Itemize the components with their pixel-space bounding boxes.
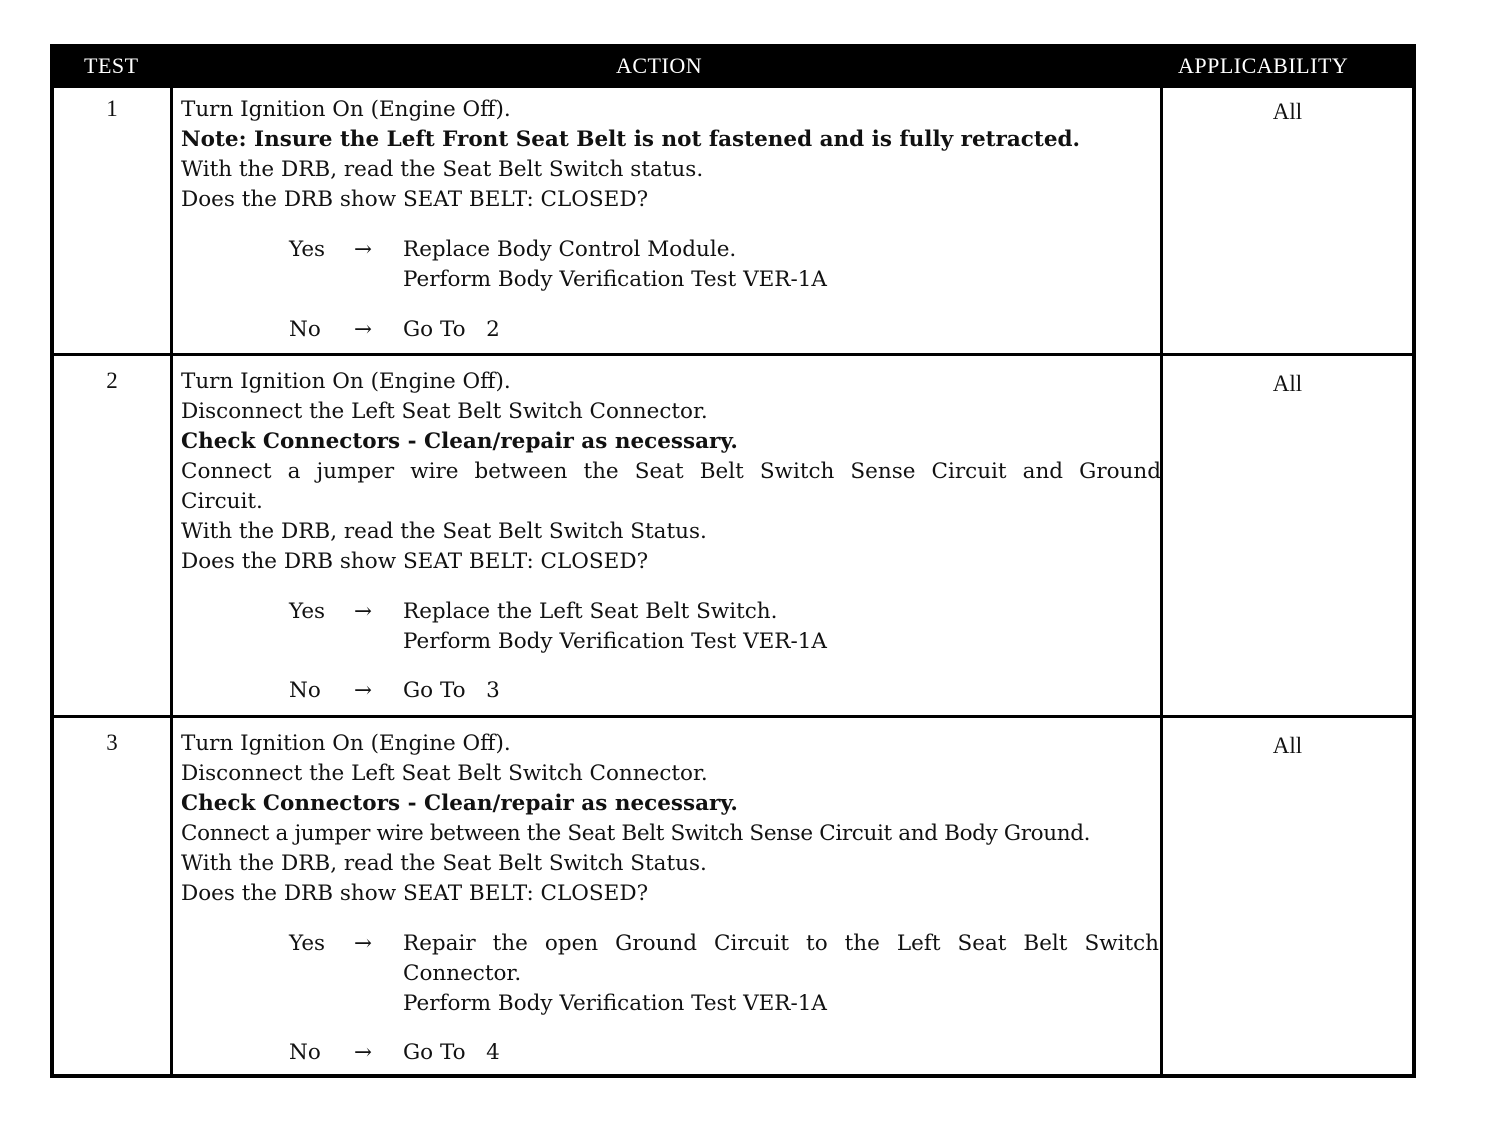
goto-result: Go To 2	[403, 317, 500, 342]
action-steps-3	[181, 729, 1161, 1065]
arrow-right-icon: →	[354, 1040, 373, 1065]
yes-outcome-3	[289, 929, 1159, 1016]
applicability-2: All	[1272, 371, 1303, 396]
step-line: With the DRB, read the Seat Belt Switch status.	[181, 157, 704, 182]
goto-result: Go To 4	[403, 1040, 500, 1065]
yes-label: Yes	[289, 931, 326, 956]
yes-outcome-1	[289, 235, 1159, 292]
yes-result	[403, 235, 1159, 295]
step-line: Connect a jumper wire between the Seat Belt Switch Sense Circuit and Ground	[181, 459, 1161, 484]
question-line: Does the DRB show SEAT BELT: CLOSED?	[181, 549, 649, 574]
diagnostic-test-table	[50, 44, 1416, 1078]
column-divider-test-action	[170, 88, 173, 1074]
header-applicability: APPLICABILITY	[1178, 53, 1349, 78]
step-line: With the DRB, read the Seat Belt Switch Status.	[181, 851, 707, 876]
question-line: Does the DRB show SEAT BELT: CLOSED?	[181, 187, 649, 212]
applicability-1: All	[1272, 99, 1303, 124]
arrow-right-icon: →	[354, 237, 373, 262]
row-divider-1-2	[54, 353, 1412, 356]
header-test: TEST	[84, 53, 139, 78]
result-line: Perform Body Verification Test VER-1A	[403, 267, 827, 292]
yes-outcome-2	[289, 597, 1159, 654]
step-line: Circuit.	[181, 489, 263, 514]
test-number-3: 3	[106, 730, 118, 755]
result-line: Perform Body Verification Test VER-1A	[403, 991, 827, 1016]
test-number-2: 2	[106, 368, 118, 393]
step-line: Turn Ignition On (Engine Off).	[181, 369, 511, 394]
arrow-right-icon: →	[354, 931, 373, 956]
yes-label: Yes	[289, 599, 326, 624]
yes-result	[403, 597, 1159, 657]
yes-result	[403, 929, 1159, 1019]
goto-result: Go To 3	[403, 678, 500, 703]
step-line: Disconnect the Left Seat Belt Switch Connector.	[181, 399, 708, 424]
action-steps-1	[181, 95, 1161, 342]
check-line: Check Connectors - Clean/repair as necessary.	[181, 791, 738, 816]
arrow-right-icon: →	[354, 317, 373, 342]
header-action: ACTION	[616, 53, 703, 78]
row-divider-2-3	[54, 715, 1412, 718]
step-line: Disconnect the Left Seat Belt Switch Connector.	[181, 761, 708, 786]
table-header	[54, 48, 1412, 88]
step-line: With the DRB, read the Seat Belt Switch Status.	[181, 519, 707, 544]
step-line: Turn Ignition On (Engine Off).	[181, 731, 511, 756]
result-line: Repair the open Ground Circuit to the Left Seat Belt Switch	[403, 931, 1159, 956]
column-divider-action-applicability	[1160, 88, 1163, 1074]
no-outcome-1	[289, 315, 1159, 345]
test-number-1: 1	[106, 96, 118, 121]
result-line: Connector.	[403, 961, 522, 986]
result-line: Perform Body Verification Test VER-1A	[403, 629, 827, 654]
check-line: Check Connectors - Clean/repair as necessary.	[181, 429, 738, 454]
result-line: Replace the Left Seat Belt Switch.	[403, 599, 778, 624]
no-outcome-3	[289, 1038, 1159, 1068]
step-line: Connect a jumper wire between the Seat Belt Switch Sense Circuit and Body Ground.	[181, 821, 1091, 846]
result-line: Replace Body Control Module.	[403, 237, 737, 262]
step-line: Turn Ignition On (Engine Off).	[181, 97, 511, 122]
yes-label: Yes	[289, 237, 326, 262]
no-label: No	[289, 317, 321, 342]
arrow-right-icon: →	[354, 678, 373, 703]
no-label: No	[289, 678, 321, 703]
question-line: Does the DRB show SEAT BELT: CLOSED?	[181, 881, 649, 906]
note-line: Note: Insure the Left Front Seat Belt is not fastened and is fully retracted.	[181, 127, 1081, 152]
applicability-3: All	[1272, 733, 1303, 758]
action-steps-2	[181, 367, 1161, 703]
arrow-right-icon: →	[354, 599, 373, 624]
no-outcome-2	[289, 676, 1159, 706]
no-label: No	[289, 1040, 321, 1065]
